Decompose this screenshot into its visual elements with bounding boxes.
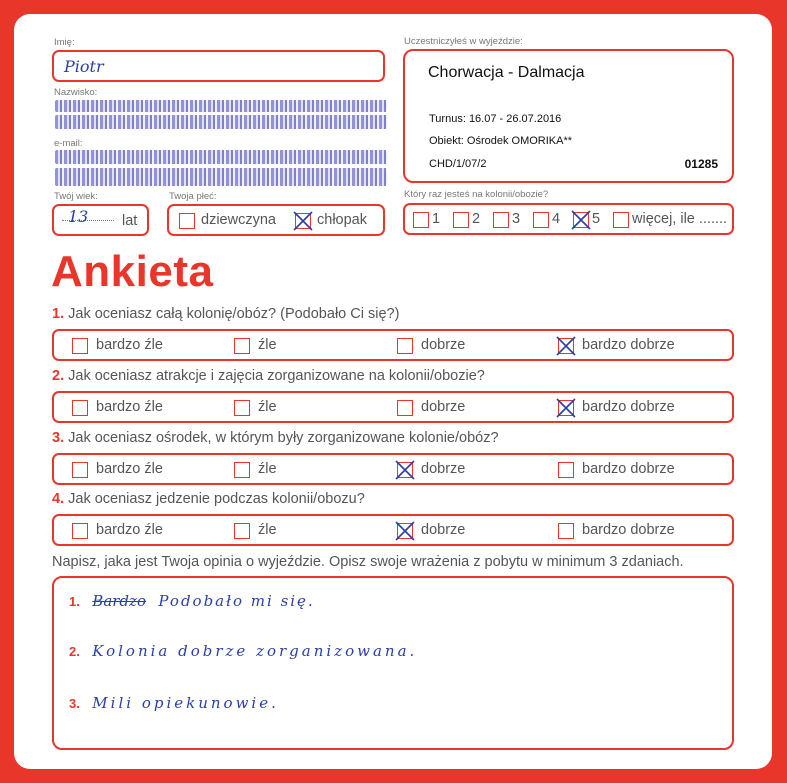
question-number: 2. xyxy=(52,368,65,384)
opinion-prompt: Napisz, jaka jest Twoja opinia o wyjeździe. Opisz swoje wrażenia z pobytu w minimum 3 zdaniach. xyxy=(52,554,684,570)
rating-option-label: źle xyxy=(258,522,277,538)
email-label: e-mail: xyxy=(54,138,83,149)
rating-option-label: źle xyxy=(258,399,277,415)
opinion-box[interactable] xyxy=(52,576,734,750)
checkmark-x-icon xyxy=(394,459,416,481)
checkmark-x-icon xyxy=(555,335,577,357)
rating-option-label: bardzo dobrze xyxy=(582,337,675,353)
visits-checkbox-5[interactable] xyxy=(573,212,589,228)
visits-checkbox-1[interactable] xyxy=(413,212,429,228)
rating-checkbox-4[interactable] xyxy=(558,400,574,416)
rating-option-label: bardzo dobrze xyxy=(582,522,675,538)
rating-checkbox-4[interactable] xyxy=(558,462,574,478)
sex-option-male: chłopak xyxy=(317,212,367,228)
rating-checkbox-2[interactable] xyxy=(234,400,250,416)
checkmark-x-icon xyxy=(292,210,314,232)
rating-checkbox-1[interactable] xyxy=(72,338,88,354)
rating-option-label: bardzo dobrze xyxy=(582,399,675,415)
trip-code: CHD/1/07/2 xyxy=(429,158,487,170)
sex-field xyxy=(167,204,385,236)
visits-checkbox-3[interactable] xyxy=(493,212,509,228)
visits-option-label: 4 xyxy=(552,211,561,227)
question-label: Jak oceniasz jedzenie podczas kolonii/obozu? xyxy=(68,491,365,507)
name-label: Imię: xyxy=(54,37,75,48)
opinion-text-2: Kolonia dobrze zorganizowana. xyxy=(92,642,418,660)
opinion-line-number: 3. xyxy=(69,696,80,711)
question-number: 1. xyxy=(52,306,65,322)
rating-option-label: dobrze xyxy=(421,522,466,538)
sex-checkbox-female[interactable] xyxy=(179,213,195,229)
rating-checkbox-4[interactable] xyxy=(558,338,574,354)
visits-option-label: 1 xyxy=(432,211,441,227)
checkmark-x-icon xyxy=(555,397,577,419)
visits-label: Który raz jesteś na kolonii/obozie? xyxy=(404,189,549,200)
question-3-options xyxy=(52,453,734,485)
question-number: 3. xyxy=(52,430,65,446)
rating-checkbox-3[interactable] xyxy=(397,338,413,354)
question-4-options xyxy=(52,514,734,546)
opinion-line-3 xyxy=(69,694,279,713)
question-4-text xyxy=(52,491,365,507)
age-value: 13 xyxy=(68,207,89,226)
rating-option-label: dobrze xyxy=(421,399,466,415)
age-label: Twój wiek: xyxy=(54,191,98,202)
rating-checkbox-2[interactable] xyxy=(234,338,250,354)
age-unit: lat xyxy=(122,213,138,229)
rating-checkbox-1[interactable] xyxy=(72,400,88,416)
rating-option-label: bardzo źle xyxy=(96,522,163,538)
opinion-line-1 xyxy=(69,592,315,611)
rating-checkbox-3[interactable] xyxy=(397,523,413,539)
trip-destination: Chorwacja - Dalmacja xyxy=(428,64,585,81)
sex-label: Twoja płeć: xyxy=(169,191,217,202)
question-label: Jak oceniasz ośrodek, w którym były zorganizowane kolonie/obóz? xyxy=(68,430,499,446)
rating-checkbox-3[interactable] xyxy=(397,400,413,416)
checkmark-x-icon xyxy=(394,520,416,542)
checkmark-x-icon xyxy=(570,209,592,231)
trip-object: Obiekt: Ośrodek OMORIKA** xyxy=(429,135,573,147)
visits-option-label: 3 xyxy=(512,211,521,227)
visits-option-label: więcej, ile ....... xyxy=(632,211,728,227)
trip-turnus: Turnus: 16.07 - 26.07.2016 xyxy=(429,113,562,125)
opinion-line-number: 1. xyxy=(69,594,80,609)
question-label: Jak oceniasz atrakcje i zajęcia zorganizowane na kolonii/obozie? xyxy=(68,368,485,384)
trip-info-box xyxy=(403,49,734,183)
trip-label: Uczestniczyłeś w wyjeździe: xyxy=(404,36,523,47)
rating-option-label: źle xyxy=(258,337,277,353)
age-field[interactable] xyxy=(52,204,149,236)
struck-word: Bardzo xyxy=(92,592,146,610)
visits-option-label: 5 xyxy=(592,211,601,227)
rating-option-label: bardzo źle xyxy=(96,337,163,353)
question-2-text xyxy=(52,368,485,384)
visits-field xyxy=(403,203,734,235)
surname-label: Nazwisko: xyxy=(54,87,98,98)
opinion-text-1: Podobało mi się. xyxy=(158,592,315,610)
surname-redacted xyxy=(55,100,387,112)
rating-checkbox-2[interactable] xyxy=(234,462,250,478)
rating-checkbox-1[interactable] xyxy=(72,523,88,539)
rating-checkbox-2[interactable] xyxy=(234,523,250,539)
rating-checkbox-3[interactable] xyxy=(397,462,413,478)
rating-option-label: bardzo źle xyxy=(96,461,163,477)
question-2-options xyxy=(52,391,734,423)
rating-option-label: dobrze xyxy=(421,337,466,353)
opinion-line-number: 2. xyxy=(69,644,80,659)
sex-checkbox-male[interactable] xyxy=(295,213,311,229)
question-1-options xyxy=(52,329,734,361)
rating-checkbox-1[interactable] xyxy=(72,462,88,478)
visits-checkbox-4[interactable] xyxy=(533,212,549,228)
rating-option-label: źle xyxy=(258,461,277,477)
sex-option-female: dziewczyna xyxy=(201,212,276,228)
rating-option-label: dobrze xyxy=(421,461,466,477)
email-redacted-2 xyxy=(55,168,387,186)
rating-option-label: bardzo źle xyxy=(96,399,163,415)
opinion-line-2 xyxy=(69,642,417,661)
survey-title: Ankieta xyxy=(51,247,214,296)
question-3-text xyxy=(52,430,499,446)
visits-option-label: 2 xyxy=(472,211,481,227)
visits-checkbox-2[interactable] xyxy=(453,212,469,228)
name-field[interactable] xyxy=(52,50,385,82)
email-redacted xyxy=(55,150,387,164)
surname-redacted-2 xyxy=(55,115,387,129)
question-number: 4. xyxy=(52,491,65,507)
visits-checkbox-6[interactable] xyxy=(613,212,629,228)
opinion-text-3: Mili opiekunowie. xyxy=(92,694,279,712)
question-label: Jak oceniasz całą kolonię/obóz? (Podobało Ci się?) xyxy=(68,306,400,322)
trip-number: 01285 xyxy=(684,157,718,171)
question-1-text xyxy=(52,306,399,322)
rating-option-label: bardzo dobrze xyxy=(582,461,675,477)
rating-checkbox-4[interactable] xyxy=(558,523,574,539)
name-value: Piotr xyxy=(64,57,104,76)
